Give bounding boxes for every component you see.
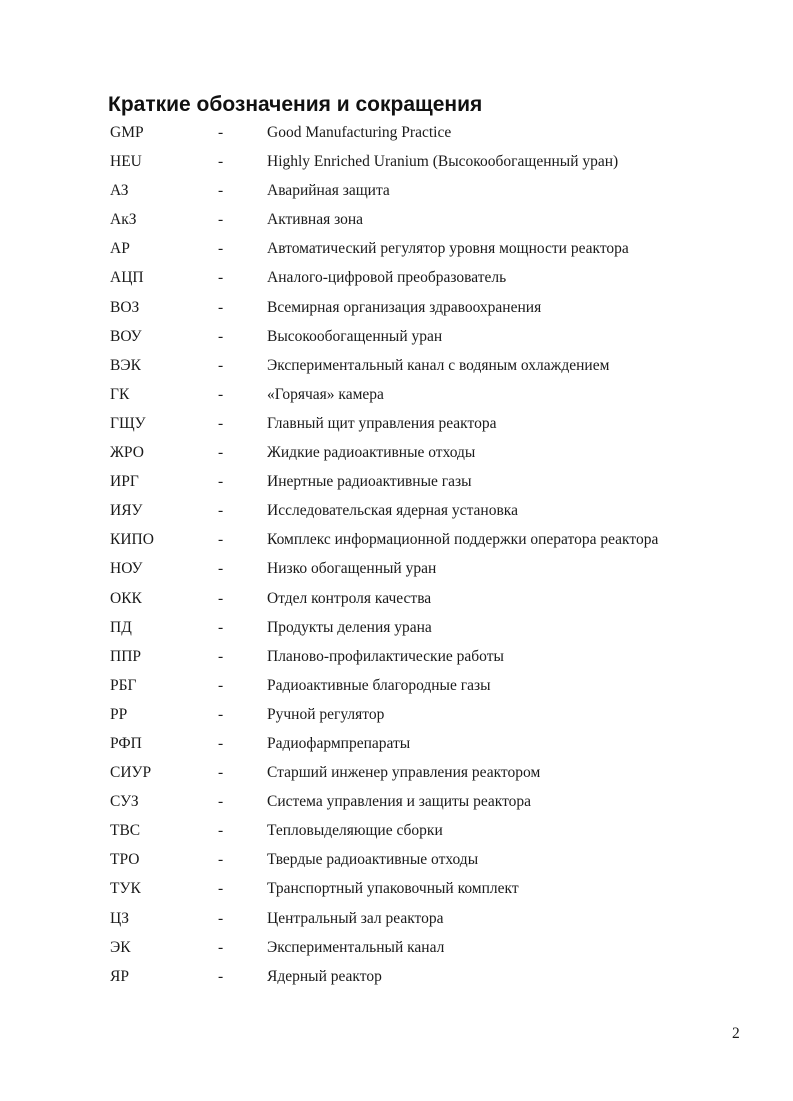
list-item [0, 642, 793, 671]
separator-dash: - [218, 385, 224, 403]
separator-dash: - [218, 764, 224, 782]
abbreviation-meaning: Комплекс информационной поддержки оператора реактора [267, 531, 659, 549]
list-item [0, 613, 793, 642]
abbreviation-meaning: Центральный зал реактора [267, 909, 444, 927]
abbreviation-meaning: Исследовательская ядерная установка [267, 502, 518, 520]
abbreviation-meaning: Тепловыделяющие сборки [267, 822, 443, 840]
abbreviation-meaning: Аварийная защита [267, 182, 390, 200]
separator-dash: - [218, 909, 224, 927]
abbreviation-meaning: «Горячая» камера [267, 385, 384, 403]
list-item [0, 467, 793, 496]
separator-dash: - [218, 589, 224, 607]
list-item [0, 525, 793, 554]
abbreviation: КИПО [110, 531, 154, 549]
abbreviation-meaning: Твердые радиоактивные отходы [267, 851, 479, 869]
abbreviation: АЦП [110, 269, 144, 287]
list-item [0, 584, 793, 613]
abbreviation-meaning: Планово-профилактические работы [267, 647, 504, 665]
abbreviation: СУЗ [110, 793, 139, 811]
separator-dash: - [218, 356, 224, 374]
list-item [0, 176, 793, 205]
separator-dash: - [218, 269, 224, 287]
abbreviation: ТУК [110, 880, 141, 898]
abbreviation-meaning: Highly Enriched Uranium (Высокообогащенный уран) [267, 153, 619, 171]
list-item [0, 962, 793, 991]
abbreviation-meaning: Активная зона [267, 211, 364, 229]
list-item [0, 671, 793, 700]
separator-dash: - [218, 938, 224, 956]
abbreviation: ПД [110, 618, 132, 636]
page-number: 2 [732, 1025, 740, 1042]
separator-dash: - [218, 734, 224, 752]
abbreviation: НОУ [110, 560, 143, 578]
separator-dash: - [218, 502, 224, 520]
separator-dash: - [218, 240, 224, 258]
abbreviation-meaning: Всемирная организация здравоохранения [267, 298, 542, 316]
abbreviation: ТВС [110, 822, 141, 840]
list-item [0, 729, 793, 758]
separator-dash: - [218, 618, 224, 636]
abbreviation: ГК [110, 385, 130, 403]
separator-dash: - [218, 880, 224, 898]
list-item [0, 554, 793, 583]
separator-dash: - [218, 647, 224, 665]
list-item [0, 700, 793, 729]
separator-dash: - [218, 182, 224, 200]
abbreviation: ЭК [110, 938, 131, 956]
abbreviation-meaning: Жидкие радиоактивные отходы [267, 444, 476, 462]
abbreviation: HEU [110, 153, 142, 171]
abbreviation: GMP [110, 124, 144, 141]
abbreviation: РФП [110, 734, 142, 752]
list-item [0, 816, 793, 845]
separator-dash: - [218, 967, 224, 985]
separator-dash: - [218, 153, 224, 171]
separator-dash: - [218, 793, 224, 811]
abbreviation: ППР [110, 647, 142, 665]
abbreviation-meaning: Экспериментальный канал с водяным охлаждением [267, 356, 610, 374]
abbreviation-meaning: Главный щит управления реактора [267, 414, 497, 432]
list-item [0, 874, 793, 903]
abbreviation: ЖРО [110, 444, 144, 462]
abbreviation-meaning: Good Manufacturing Practice [267, 124, 452, 141]
list-item [0, 322, 793, 351]
abbreviation: ЦЗ [110, 909, 129, 927]
list-item [0, 845, 793, 874]
abbreviation: ВОЗ [110, 298, 140, 316]
separator-dash: - [218, 298, 224, 316]
abbreviation-meaning: Аналого-цифровой преобразователь [267, 269, 507, 287]
list-item [0, 234, 793, 263]
abbreviation-meaning: Отдел контроля качества [267, 589, 432, 607]
abbreviation-list [0, 118, 793, 991]
abbreviation: ВОУ [110, 327, 142, 345]
abbreviation-meaning: Инертные радиоактивные газы [267, 473, 472, 491]
abbreviation: ВЭК [110, 356, 141, 374]
abbreviation: ИРГ [110, 473, 139, 491]
separator-dash: - [218, 327, 224, 345]
list-item [0, 147, 793, 176]
abbreviation-meaning: Радиоактивные благородные газы [267, 676, 491, 694]
separator-dash: - [218, 851, 224, 869]
separator-dash: - [218, 473, 224, 491]
abbreviation: АР [110, 240, 130, 258]
abbreviation-meaning: Продукты деления урана [267, 618, 432, 636]
list-item [0, 409, 793, 438]
abbreviation-meaning: Система управления и защиты реактора [267, 793, 532, 811]
separator-dash: - [218, 705, 224, 723]
list-item [0, 380, 793, 409]
abbreviation-meaning: Радиофармпрепараты [267, 734, 411, 752]
abbreviation: АЗ [110, 182, 129, 200]
abbreviation-meaning: Автоматический регулятор уровня мощности реактора [267, 240, 629, 258]
list-item [0, 904, 793, 933]
abbreviation: СИУР [110, 764, 152, 782]
list-item [0, 118, 793, 147]
abbreviation: ОКК [110, 589, 142, 607]
list-item [0, 351, 793, 380]
abbreviation-meaning: Низко обогащенный уран [267, 560, 437, 578]
abbreviation: ГЩУ [110, 414, 146, 432]
list-item [0, 205, 793, 234]
abbreviation: РБГ [110, 676, 137, 694]
abbreviation-meaning: Ручной регулятор [267, 705, 385, 723]
list-item [0, 787, 793, 816]
page-title: Краткие обозначения и сокращения [108, 93, 483, 116]
abbreviation-meaning: Высокообогащенный уран [267, 327, 443, 345]
abbreviation-meaning: Экспериментальный канал [267, 938, 445, 956]
abbreviation: ЯР [110, 967, 129, 985]
abbreviation: ИЯУ [110, 502, 143, 520]
list-item [0, 933, 793, 962]
separator-dash: - [218, 124, 224, 141]
list-item [0, 438, 793, 467]
separator-dash: - [218, 444, 224, 462]
abbreviation: РР [110, 705, 128, 723]
separator-dash: - [218, 211, 224, 229]
abbreviation: ТРО [110, 851, 140, 869]
abbreviation-meaning: Транспортный упаковочный комплект [267, 880, 519, 898]
abbreviation-meaning: Ядерный реактор [267, 967, 382, 985]
abbreviation-meaning: Старший инженер управления реактором [267, 764, 541, 782]
list-item [0, 496, 793, 525]
separator-dash: - [218, 560, 224, 578]
separator-dash: - [218, 531, 224, 549]
separator-dash: - [218, 414, 224, 432]
list-item [0, 293, 793, 322]
separator-dash: - [218, 676, 224, 694]
list-item [0, 758, 793, 787]
separator-dash: - [218, 822, 224, 840]
list-item [0, 263, 793, 292]
abbreviation: АкЗ [110, 211, 137, 229]
